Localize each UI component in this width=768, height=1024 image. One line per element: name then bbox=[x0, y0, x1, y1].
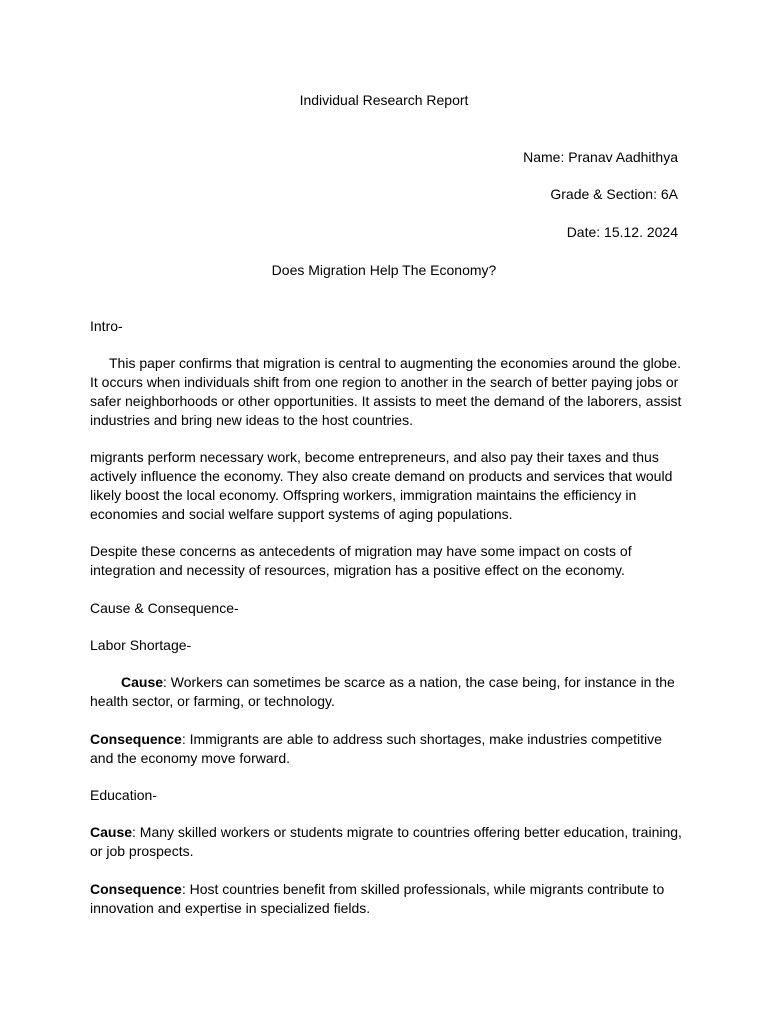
paragraph-line: integration and necessity of resources, migration has a positive effect on the economy. bbox=[90, 562, 625, 578]
paragraph-line: likely boost the local economy. Offspring workers, immigration maintains the efficiency in bbox=[90, 487, 637, 503]
paragraph-line: safer neighborhoods or other opportunities. It assists to meet the demand of the laborers, assist bbox=[90, 393, 682, 409]
paragraph-line: innovation and expertise in specialized fields. bbox=[90, 900, 371, 916]
research-question: Does Migration Help The Economy? bbox=[271, 262, 497, 278]
education-consequence-paragraph bbox=[90, 880, 690, 918]
paragraph-line: actively influence the economy. They also create demand on products and services that would bbox=[90, 468, 673, 484]
cause-consequence-heading: Cause & Consequence- bbox=[90, 600, 239, 616]
intro-paragraph-3 bbox=[90, 542, 690, 580]
education-heading: Education- bbox=[90, 787, 157, 803]
paragraph-line: or job prospects. bbox=[90, 843, 194, 859]
paragraph-line: It occurs when individuals shift from one region to another in the search of better paying jobs or bbox=[90, 374, 679, 390]
paragraph-line: industries and bring new ideas to the host countries. bbox=[90, 412, 413, 428]
labor-consequence-paragraph bbox=[90, 730, 690, 768]
labor-cause-paragraph bbox=[90, 673, 690, 711]
cause-text: : Many skilled workers or students migrate to countries offering better education, training, bbox=[132, 824, 682, 840]
report-title: Individual Research Report bbox=[299, 92, 469, 108]
paragraph-line bbox=[90, 730, 690, 749]
student-name: Name: Pranav Aadhithya bbox=[523, 149, 678, 165]
paragraph-line: This paper confirms that migration is central to augmenting the economies around the globe. bbox=[109, 355, 681, 371]
intro-paragraph-1 bbox=[90, 354, 690, 430]
consequence-label: Consequence bbox=[90, 731, 182, 747]
consequence-text: : Immigrants are able to address such shortages, make industries competitive bbox=[181, 731, 662, 747]
grade-section: Grade & Section: 6A bbox=[550, 186, 678, 202]
cause-label: Cause bbox=[121, 674, 164, 690]
intro-paragraph-2 bbox=[90, 448, 690, 524]
education-cause-paragraph bbox=[90, 823, 690, 861]
paragraph-line bbox=[90, 880, 690, 899]
labor-shortage-heading: Labor Shortage- bbox=[90, 637, 192, 653]
paragraph-line: Despite these concerns as antecedents of migration may have some impact on costs of bbox=[90, 543, 632, 559]
consequence-text: : Host countries benefit from skilled professionals, while migrants contribute to bbox=[181, 881, 665, 897]
paragraph-line: and the economy move forward. bbox=[90, 750, 290, 766]
paragraph-line: migrants perform necessary work, become entrepreneurs, and also pay their taxes and thus bbox=[90, 449, 659, 465]
paragraph-line: health sector, or farming, or technology. bbox=[90, 693, 335, 709]
report-date: Date: 15.12. 2024 bbox=[566, 224, 678, 240]
intro-heading: Intro- bbox=[90, 318, 123, 334]
cause-label: Cause bbox=[90, 824, 133, 840]
paragraph-line: economies and social welfare support systems of aging populations. bbox=[90, 506, 513, 522]
cause-text: : Workers can sometimes be scarce as a nation, the case being, for instance in the bbox=[163, 674, 675, 690]
paragraph-line bbox=[90, 673, 690, 692]
paragraph-line bbox=[90, 823, 690, 842]
consequence-label: Consequence bbox=[90, 881, 182, 897]
